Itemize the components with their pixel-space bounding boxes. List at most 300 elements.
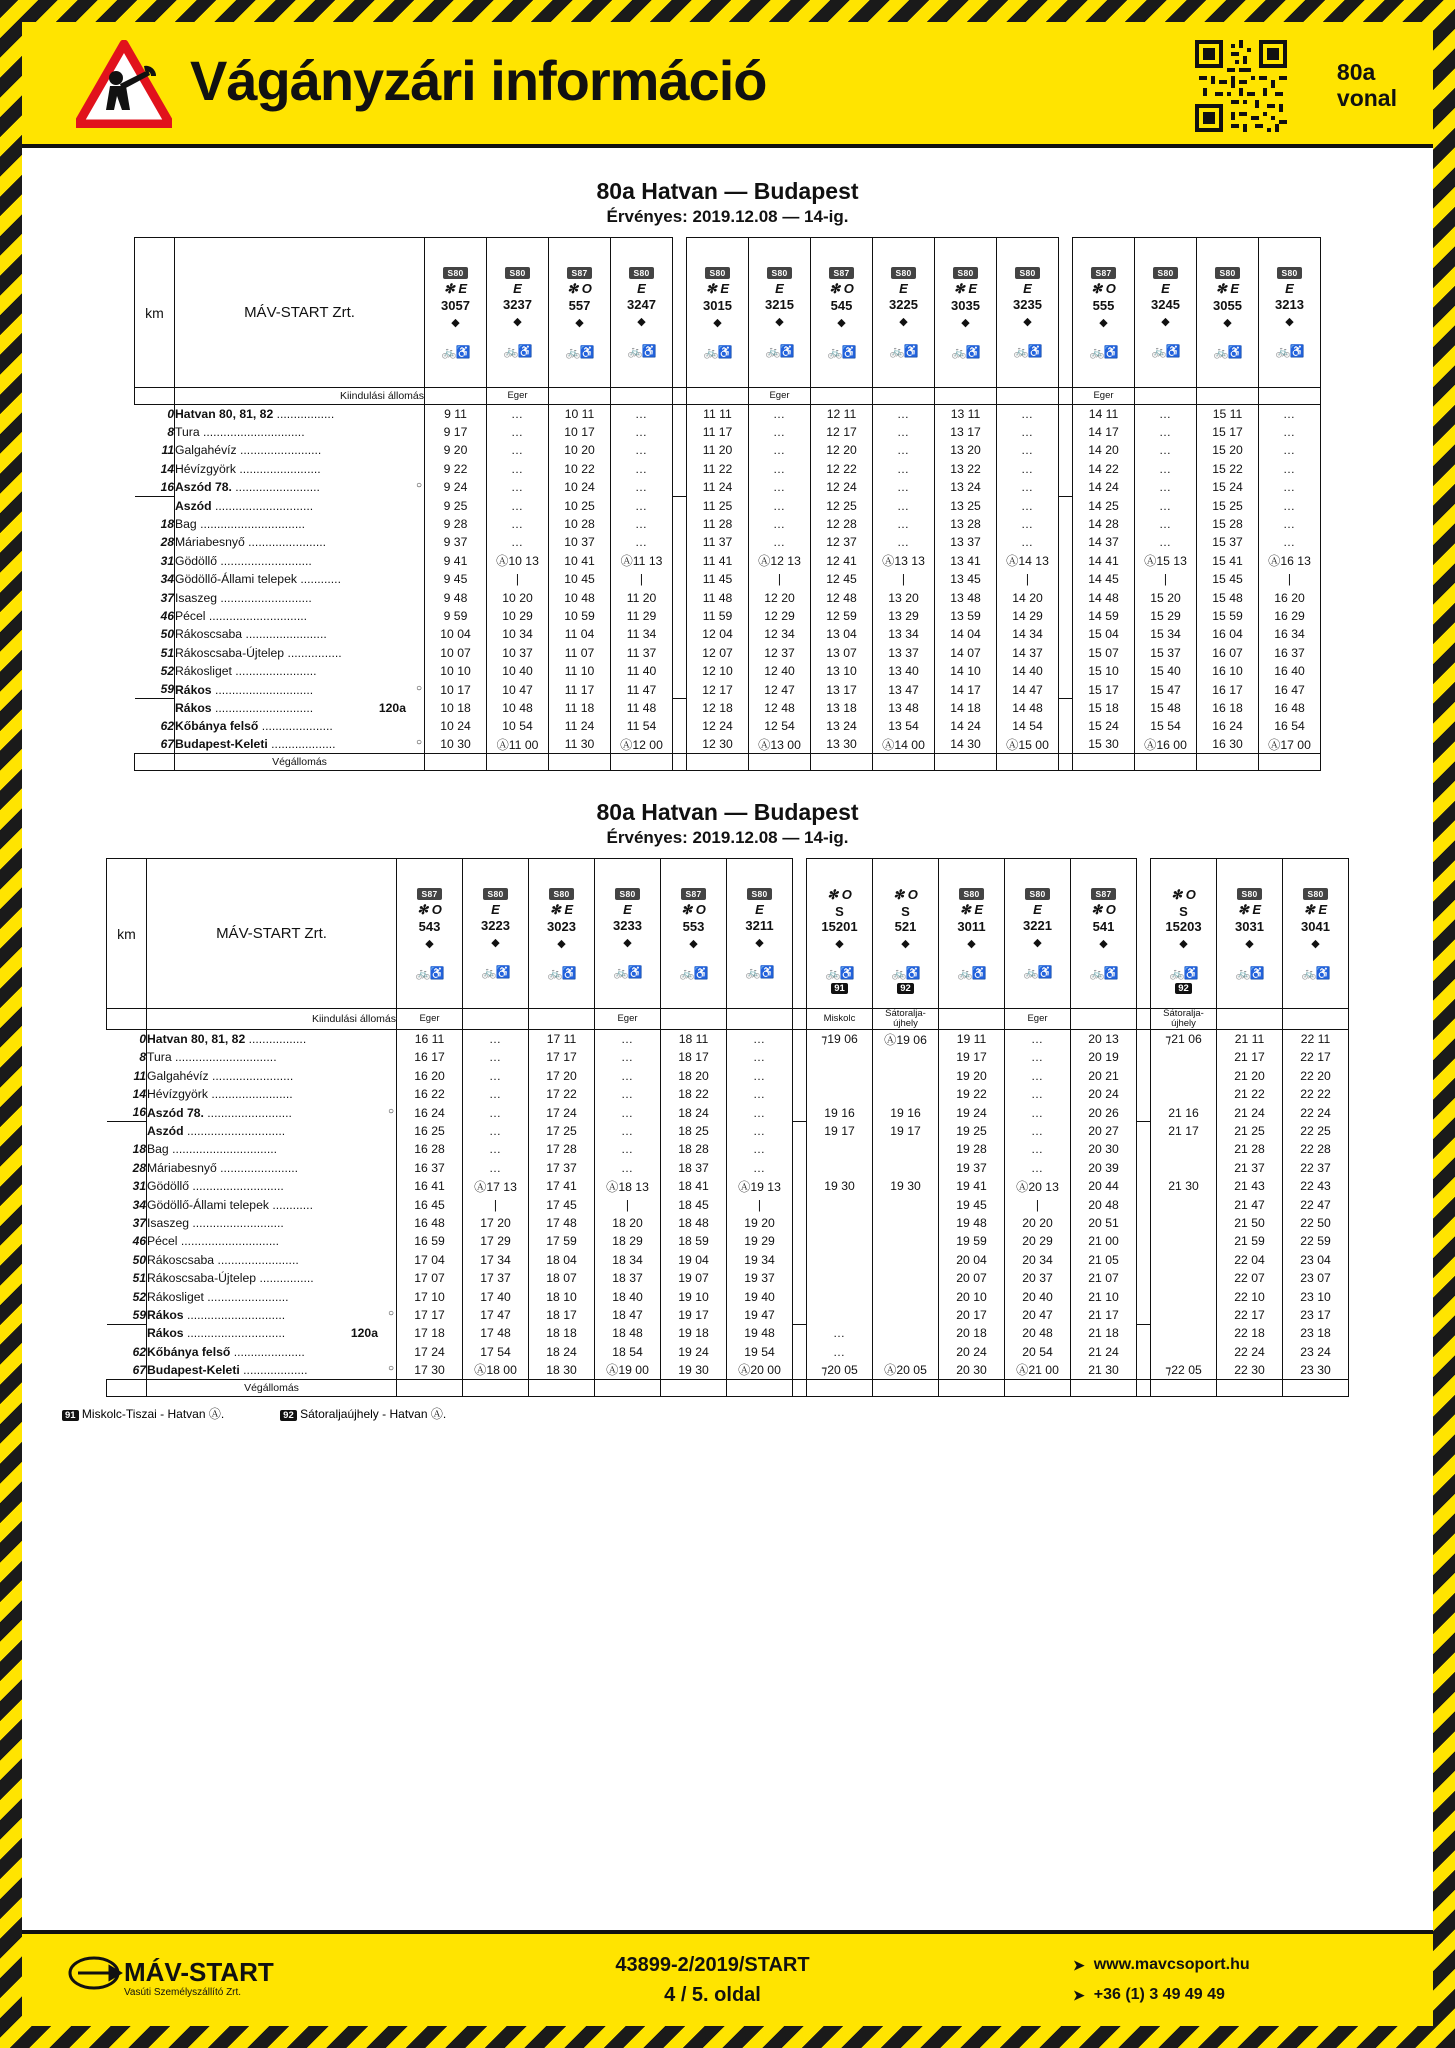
origin-row [135,388,1321,405]
page-footer [22,1930,1433,2026]
time-cell [873,1048,939,1066]
time-cell: 15 40 [1135,662,1197,680]
time-cell: 15 04 [1073,625,1135,643]
service-badge: S80 [443,267,467,279]
time-cell: | [727,1195,793,1213]
time-cell: 17 48 [529,1214,595,1232]
time-cell: 12 20 [749,588,811,606]
column-gap [673,552,687,570]
footnote-ref: 92 [897,983,914,994]
service-badge: S80 [953,267,977,279]
time-cell: … [873,478,935,496]
service-badge: S80 [1025,888,1049,900]
bicycle-wheelchair-icon: 🚲♿ [613,965,642,980]
train-column-header [1005,859,1071,1009]
page-number: 4 / 5. oldal [664,1984,761,2006]
column-gap [793,1287,807,1305]
train-column-header [661,859,727,1009]
km-cell: 31 [132,1179,146,1194]
column-gap [1137,1067,1151,1085]
service-badge: S87 [417,888,441,900]
time-cell: 10 48 [549,588,611,606]
time-cell: … [807,1343,873,1361]
column-gap [1059,644,1073,662]
train-number: 3041 [1301,918,1330,934]
start-station-label: Kiindulási állomás [147,1009,397,1030]
footnote-ref: 91 [831,983,848,994]
time-cell: Ⓐ10 13 [487,552,549,570]
time-cell: … [487,478,549,496]
train-class: ✻ E [1303,901,1328,917]
table-row [135,460,1321,478]
time-cell: | [595,1195,661,1213]
station-cell: Pécel ............................. [147,1232,397,1250]
train-number: 3245 [1151,297,1180,312]
time-cell: 19 45 [939,1195,1005,1213]
time-cell: 18 30 [529,1361,595,1379]
time-cell: 15 37 [1135,644,1197,662]
bicycle-wheelchair-icon: 🚲♿ [565,344,594,359]
time-cell [1151,1214,1217,1232]
time-cell: 17 07 [397,1269,463,1287]
station-cell: Bag ............................... [147,1140,397,1158]
time-cell: 17 45 [529,1195,595,1213]
time-cell: 20 24 [1071,1085,1137,1103]
time-cell: 9 25 [425,496,487,514]
end-cell [997,754,1059,771]
table-row [107,1103,1349,1121]
time-cell: Ⓐ19 13 [727,1177,793,1195]
time-cell: … [463,1030,529,1048]
diamond-icon: ◆ [961,316,970,329]
time-cell: 11 17 [549,680,611,698]
time-cell: 12 22 [811,460,873,478]
time-cell [1151,1251,1217,1269]
end-cell [811,754,873,771]
column-gap [1059,496,1073,514]
station-cell: Gödöllő-Állami telepek ............ [147,1195,397,1213]
train-class: ✻ O [681,901,706,917]
time-cell: 17 40 [463,1287,529,1305]
diamond-icon: ◆ [1033,937,1042,950]
train-column-header [529,859,595,1009]
time-cell: … [611,460,673,478]
time-cell: … [595,1159,661,1177]
document-id: 43899-2/2019/START [615,1954,810,1976]
km-cell: 11 [133,1068,146,1083]
time-cell: 15 07 [1073,644,1135,662]
time-cell: 15 25 [1197,496,1259,514]
time-cell: 14 17 [935,680,997,698]
train-column-header [611,238,673,388]
train-number: 553 [682,918,705,934]
column-gap [1137,1030,1151,1048]
time-cell: 18 37 [595,1269,661,1287]
train-class: E [899,281,908,296]
station-cell: ○ Aszód 78. ......................... [147,1103,397,1121]
table-row [135,441,1321,459]
time-cell: 18 22 [661,1085,727,1103]
km-cell: 18 [132,1142,146,1157]
time-cell: 23 24 [1283,1343,1349,1361]
end-spacer [107,1379,147,1396]
time-cell: 23 04 [1283,1251,1349,1269]
time-cell: Ⓐ18 00 [463,1361,529,1379]
time-cell: … [595,1103,661,1121]
time-cell: 12 04 [687,625,749,643]
time-cell: 12 24 [811,478,873,496]
km-cell: 11 [161,443,174,458]
time-cell: | [1259,570,1321,588]
time-cell: 19 20 [939,1067,1005,1085]
time-cell: 11 17 [687,423,749,441]
time-cell: 10 28 [549,515,611,533]
column-gap [673,238,687,388]
time-cell: Ⓐ17 00 [1259,736,1321,754]
time-cell: 19 04 [661,1251,727,1269]
km-cell: 8 [167,425,174,440]
time-cell: 18 11 [661,1030,727,1048]
time-cell: | [749,570,811,588]
end-cell [749,754,811,771]
train-number: 3035 [951,297,980,313]
terminus-circle-icon: ○ [415,737,422,749]
time-cell: 11 54 [611,717,673,735]
time-cell: … [727,1085,793,1103]
train-column-header [807,859,873,1009]
time-cell: 18 25 [661,1122,727,1140]
time-cell: 16 24 [1197,717,1259,735]
time-cell: 19 48 [939,1214,1005,1232]
time-cell: … [749,533,811,551]
time-cell: … [611,405,673,423]
time-cell: … [873,423,935,441]
time-cell: 20 20 [1005,1214,1071,1232]
train-class: ✻ O [827,887,852,903]
phone: +36 (1) 3 49 49 49 [1093,1986,1225,2003]
time-cell: … [1135,533,1197,551]
bicycle-wheelchair-icon: 🚲♿ [627,344,656,358]
column-gap [673,388,687,405]
table-row [107,1251,1349,1269]
column-gap [1137,1048,1151,1066]
train-class: E [623,902,632,918]
origin-cell [687,388,749,405]
column-gap [1137,1122,1151,1140]
time-cell: 11 07 [549,644,611,662]
time-cell: 13 28 [935,515,997,533]
time-cell: 11 24 [687,478,749,496]
table-row [107,1048,1349,1066]
time-cell: Ⓐ20 05 [873,1361,939,1379]
column-gap [793,1009,807,1030]
train-number: 541 [1092,918,1115,934]
origin-cell [1135,388,1197,405]
time-cell: … [595,1140,661,1158]
column-gap [673,496,687,514]
service-badge: S87 [567,267,591,279]
time-cell: 21 30 [1071,1361,1137,1379]
time-cell: … [1005,1030,1071,1048]
time-cell: 11 22 [687,460,749,478]
time-cell: 12 25 [811,496,873,514]
time-cell: 13 41 [935,552,997,570]
time-cell: 18 20 [595,1214,661,1232]
time-cell: 13 25 [935,496,997,514]
time-cell: 12 48 [811,588,873,606]
time-cell: 12 17 [811,423,873,441]
train-column-header [873,859,939,1009]
time-cell [1151,1306,1217,1324]
time-cell: 16 10 [1197,662,1259,680]
time-cell: 11 48 [687,588,749,606]
time-cell: 19 28 [939,1140,1005,1158]
time-cell: 20 18 [939,1324,1005,1342]
time-cell: 19 30 [873,1177,939,1195]
time-cell: 15 37 [1197,533,1259,551]
time-cell: Ⓐ16 00 [1135,736,1197,754]
bicycle-wheelchair-icon: 🚲♿ [547,965,576,980]
end-cell [425,754,487,771]
column-gap [1137,1009,1151,1030]
time-cell: … [727,1140,793,1158]
km-cell: 51 [160,645,174,660]
time-cell: 12 18 [687,699,749,717]
time-cell: 15 11 [1197,405,1259,423]
time-cell: … [463,1122,529,1140]
time-cell: | [611,570,673,588]
time-cell: 19 24 [939,1103,1005,1121]
time-cell: 18 59 [661,1232,727,1250]
time-cell: 17 17 [529,1048,595,1066]
time-cell: Ⓐ19 00 [595,1361,661,1379]
time-cell: 18 29 [595,1232,661,1250]
train-column-header [1217,859,1283,1009]
time-cell: 17 20 [529,1067,595,1085]
time-cell: 15 20 [1135,588,1197,606]
km-cell: 62 [160,719,174,734]
time-cell: Ⓐ19 06 [873,1030,939,1048]
time-cell: 12 40 [749,662,811,680]
time-cell: 10 40 [487,662,549,680]
timetable-1 [48,237,1407,771]
time-cell: 15 10 [1073,662,1135,680]
time-cell: 20 40 [1005,1287,1071,1305]
time-cell: … [1259,460,1321,478]
time-cell: 14 18 [935,699,997,717]
time-cell: 11 20 [611,588,673,606]
terminus-circle-icon: ○ [387,1362,394,1374]
table-row [135,423,1321,441]
station-cell: Kőbánya felső ..................... [175,717,425,735]
column-gap [793,1379,807,1396]
time-cell: … [749,496,811,514]
table-row [107,1306,1349,1324]
time-cell [873,1324,939,1342]
end-row [107,1379,1349,1396]
time-cell: 20 19 [1071,1048,1137,1066]
time-cell: 19 59 [939,1232,1005,1250]
train-column-header [997,238,1059,388]
table-row [107,1269,1349,1287]
time-cell: 17 17 [397,1306,463,1324]
time-cell: 16 30 [1197,736,1259,754]
time-cell: 19 30 [661,1361,727,1379]
train-class: ✻ E [1237,901,1262,917]
time-cell: 10 17 [549,423,611,441]
time-cell: … [611,423,673,441]
station-cell: ○ Rákos ............................. [175,680,425,698]
time-cell: | [1135,570,1197,588]
time-cell: 14 47 [997,680,1059,698]
column-gap [1137,1251,1151,1269]
station-cell: Rákoscsaba ........................ [175,625,425,643]
time-cell: 18 24 [529,1343,595,1361]
time-cell: 16 29 [1259,607,1321,625]
train-number: 3215 [765,297,794,312]
time-cell: 15 17 [1197,423,1259,441]
service-badge: S80 [1303,888,1327,900]
time-cell: … [1135,441,1197,459]
footnote-92 [280,1405,446,1422]
start-station-label: Kiindulási állomás [175,388,425,405]
station-cell: Rákoscsaba-Újtelep ................ [147,1269,397,1287]
time-cell [1151,1067,1217,1085]
footnote-91-text: Miskolc-Tiszai - Hatvan Ⓐ. [81,1406,225,1421]
km-cell: 59 [132,1307,146,1322]
time-cell: 10 29 [487,607,549,625]
train-column-header [749,238,811,388]
train-number: 3011 [957,918,986,934]
time-cell: 12 37 [811,533,873,551]
time-cell [807,1067,873,1085]
origin-spacer [135,388,175,405]
column-gap [1059,662,1073,680]
time-cell: 14 24 [1073,478,1135,496]
table-row [135,736,1321,754]
time-cell: 18 48 [661,1214,727,1232]
end-cell [487,754,549,771]
end-cell [1217,1379,1283,1396]
train-column-header [811,238,873,388]
time-cell: 17 24 [397,1343,463,1361]
time-cell: 22 25 [1283,1122,1349,1140]
time-cell [873,1214,939,1232]
table-row [135,607,1321,625]
train-number: 3235 [1013,297,1042,312]
time-cell: 10 04 [425,625,487,643]
time-cell: … [873,460,935,478]
time-cell: … [997,441,1059,459]
time-cell: 17 30 [397,1361,463,1379]
time-cell: … [1005,1140,1071,1158]
time-cell: 20 54 [1005,1343,1071,1361]
time-cell: … [463,1159,529,1177]
time-cell: 17 47 [463,1306,529,1324]
time-cell: Ⓐ13 00 [749,736,811,754]
column-gap [673,754,687,771]
bicycle-wheelchair-icon: 🚲♿ [703,344,732,359]
time-cell: 16 18 [1197,699,1259,717]
time-cell [873,1251,939,1269]
time-cell: 12 24 [687,717,749,735]
time-cell: 19 16 [807,1103,873,1121]
footer-contact [1073,1950,1433,2011]
origin-row [107,1009,1349,1030]
service-badge: S80 [629,267,653,279]
station-cell: Hévízgyörk ........................ [147,1085,397,1103]
train-class: ✻ E [549,901,574,917]
website[interactable]: www.mavcsoport.hu [1093,1955,1250,1973]
time-cell [807,1269,873,1287]
time-cell: 20 48 [1005,1324,1071,1342]
table-2-title: 80a Hatvan — Budapest [596,799,859,826]
end-cell [1283,1379,1349,1396]
time-cell: … [749,405,811,423]
station-cell: Isaszeg ........................... [147,1214,397,1232]
time-cell: … [997,460,1059,478]
table-1-subtitle: Érvényes: 2019.12.08 — 14-ig. [606,207,849,226]
train-class: E [1161,281,1170,296]
time-cell: 18 41 [661,1177,727,1195]
train-class: E [775,281,784,296]
time-cell: 21 17 [1217,1048,1283,1066]
website-row[interactable] [1073,1950,1433,1980]
time-cell: … [463,1140,529,1158]
footnote-91 [62,1405,224,1422]
time-cell: … [463,1103,529,1121]
time-cell: 23 07 [1283,1269,1349,1287]
train-number: 3233 [613,918,642,934]
time-cell: 20 48 [1071,1195,1137,1213]
time-cell: 11 28 [687,515,749,533]
km-cell: 37 [160,590,174,605]
station-cell: Rákosliget ........................ [147,1287,397,1305]
train-number: S 521 [894,904,917,935]
time-cell: 21 22 [1217,1085,1283,1103]
time-cell: … [1259,478,1321,496]
table-row [135,405,1321,423]
time-cell: 19 17 [873,1122,939,1140]
time-cell [873,1287,939,1305]
column-gap [1059,423,1073,441]
end-cell [939,1379,1005,1396]
train-column-header [1151,859,1217,1009]
time-cell: 11 37 [687,533,749,551]
time-cell: 19 25 [939,1122,1005,1140]
time-cell: 22 17 [1283,1048,1349,1066]
time-cell: 10 59 [549,607,611,625]
time-cell: ⁊20 05 [807,1361,873,1379]
time-cell: Ⓐ12 00 [611,736,673,754]
time-cell: … [463,1067,529,1085]
train-column-header [1259,238,1321,388]
diamond-icon: ◆ [623,937,632,950]
time-cell: 23 18 [1283,1324,1349,1342]
end-cell [595,1379,661,1396]
time-cell: 20 34 [1005,1251,1071,1269]
station-cell: Aszód ............................. [175,496,425,514]
time-cell: 22 18 [1217,1324,1283,1342]
time-cell: 13 37 [873,644,935,662]
time-cell: 19 37 [939,1159,1005,1177]
train-class: ✻ O [1171,887,1196,903]
table-row [135,662,1321,680]
column-gap [1137,1306,1151,1324]
time-cell: 18 17 [661,1048,727,1066]
time-cell: 16 37 [1259,644,1321,662]
time-cell: 20 13 [1071,1030,1137,1048]
